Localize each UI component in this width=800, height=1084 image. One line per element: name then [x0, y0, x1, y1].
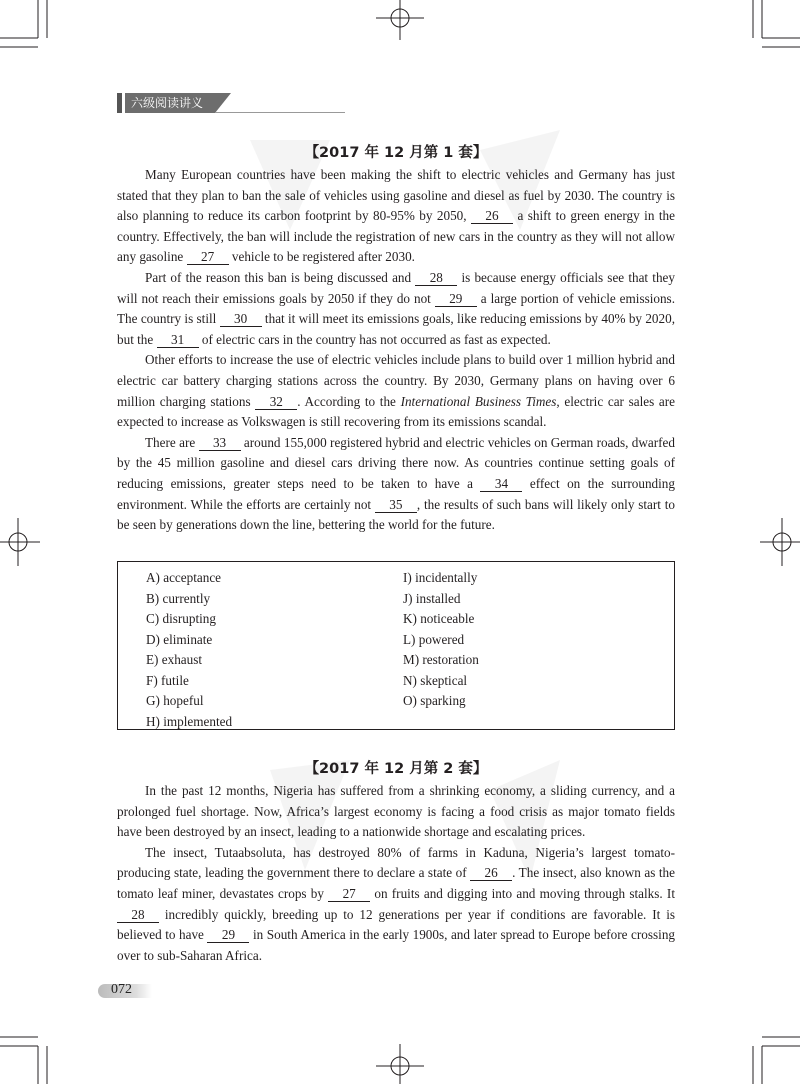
section-title: 【2017 年 12 月第 2 套】	[304, 761, 488, 777]
option-item: E) exhaust	[146, 652, 203, 667]
blank-32: 32	[255, 394, 297, 410]
paragraph-3: Other efforts to increase the use of electric vehicles include plans to build over 1 million hybrid and electric car battery charging stations across the country. By 2030, Germany plans on having over 6 million charging stations 32 . According to the International Business Times, electric car sales are expected to increase as Volkswagen is still recovering from its emissions scandal.	[117, 352, 675, 430]
option-item: B) currently	[146, 590, 211, 606]
publication-name: International Business Times	[400, 393, 557, 409]
blank-34: 34	[480, 476, 522, 492]
blank-31: 31	[157, 332, 199, 348]
option-item: C) disrupting	[146, 611, 216, 626]
paragraph-2: The insect, Tutaabsoluta, has destroyed 80% of farms in Kaduna, Nigeria’s largest tomato-producing state, leading the government there to declare a state of 26 . The insect, also known as the tomato leaf miner, devastates crops by 27 on fruits and digging into and moving through stalks. It 28 incredibly quickly, breeding up to 12 generations per year if conditions are favorable. It is believed to have 29 in South America in the early 1900s, and later spread to Europe before crossing over to sub-Saharan Africa.	[117, 844, 676, 963]
blank-30: 30	[220, 311, 262, 327]
option-item: G) hopeful	[146, 693, 204, 708]
blank-26: 26	[470, 865, 512, 881]
option-item: H) implemented	[146, 713, 233, 729]
blank-26: 26	[471, 208, 513, 224]
option-item: L) powered	[403, 631, 465, 647]
passage-section-2	[117, 757, 675, 966]
blank-28: 28	[117, 907, 159, 923]
word-bank-left-column	[146, 568, 232, 732]
option-item: D) eliminate	[146, 631, 213, 647]
passage-section-1	[117, 141, 675, 536]
paragraph-1: In the past 12 months, Nigeria has suffered from a shrinking economy, a sliding currency, and a prolonged fuel shortage. Now, Africa’s largest economy is facing a food crisis as major tomato fields have been destroyed by an insect, leading to a nationwide shortage and escalating prices.	[117, 783, 675, 840]
option-item: M) restoration	[403, 652, 479, 667]
chapter-banner	[117, 93, 227, 113]
option-item: K) noticeable	[403, 611, 475, 626]
blank-27: 27	[328, 886, 370, 902]
blank-35: 35	[375, 497, 417, 513]
section-title: 【2017 年 12 月第 1 套】	[304, 145, 488, 161]
option-item: I) incidentally	[403, 570, 478, 585]
word-bank-right-column	[403, 568, 479, 712]
paragraph-1: Many European countries have been making the shift to electric vehicles and Germany has just stated that they plan to ban the sale of vehicles using gasoline and diesel as fuel by 2030. The country is also planning to reduce its carbon footprint by 80-95% by 2050, 26 a shift to green energy in the country. Effectively, the ban will include the registration of new cars in the country as they will not allow any gasoline 27 vehicle to be registered after 2030.	[117, 167, 676, 265]
paragraph-2: Part of the reason this ban is being discussed and 28 is because energy officials see that they will not reach their emissions goals by 2050 if they do not 29 a large portion of vehicle emissions. The country is still 30 that it will meet its emissions goals, like reducing emissions by 40% by 2020, but the 31 of electric cars in the country has not occurred as fast as expected.	[117, 269, 676, 347]
blank-27: 27	[187, 249, 229, 265]
word-bank-box	[117, 561, 675, 730]
option-item: J) installed	[403, 590, 461, 606]
option-item: A) acceptance	[146, 570, 222, 585]
blank-33: 33	[199, 435, 241, 451]
blank-28: 28	[415, 270, 457, 286]
chapter-banner-label: 六级阅读讲义	[125, 93, 215, 113]
blank-29: 29	[207, 927, 249, 943]
option-item: N) skeptical	[403, 672, 468, 688]
paragraph-4: There are 33 around 155,000 registered hybrid and electric vehicles on German roads, dwarfed by the 45 million gasoline and diesel cars driving there now. As countries continue setting goals of reducing emissions, greater steps need to be taken to have a 34 effect on the surrounding environment. While the efforts are certainly not 35 , the results of such bans will likely only start to be seen by generations down the line, bettering the world for the future.	[117, 434, 675, 533]
page-number-tab	[98, 980, 154, 1002]
page-number: 072	[111, 982, 132, 997]
option-item: O) sparking	[403, 693, 466, 708]
option-item: F) futile	[146, 672, 189, 688]
blank-29: 29	[435, 291, 477, 307]
